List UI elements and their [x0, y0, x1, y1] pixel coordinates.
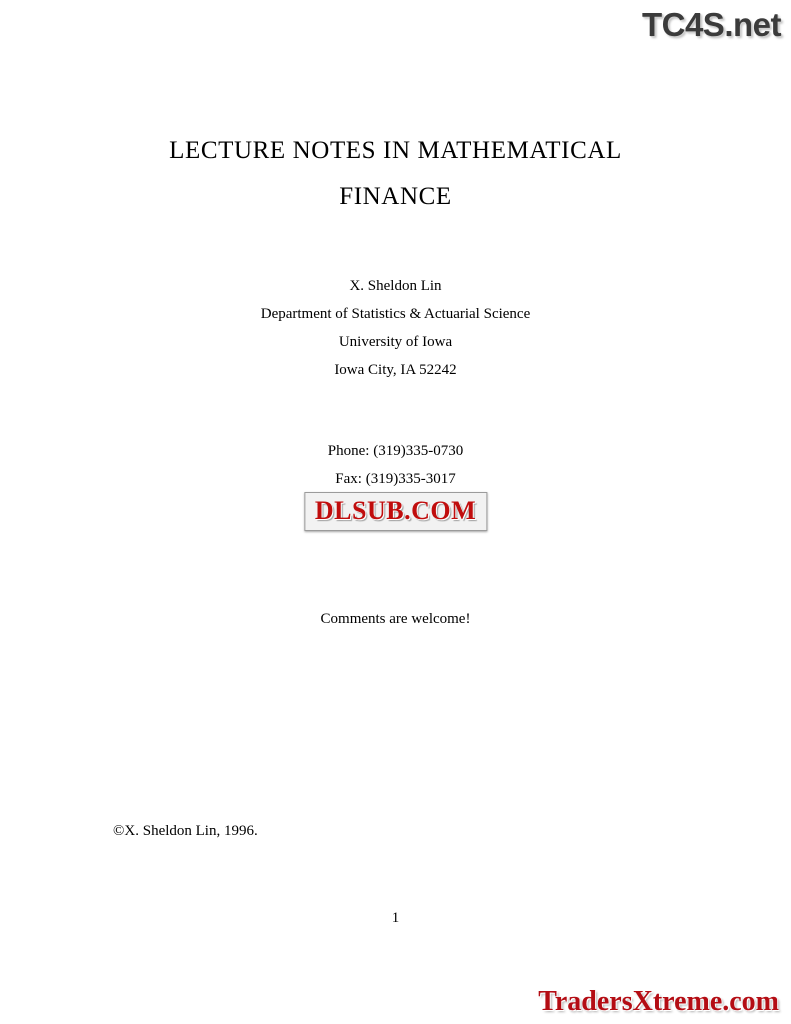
dlsub-stamp-text: DLSUB.COM	[314, 496, 477, 525]
title-line-1: LECTURE NOTES IN MATHEMATICAL	[169, 137, 622, 164]
copyright-notice: ©X. Sheldon Lin, 1996.	[113, 823, 258, 839]
comments-note: Comments are welcome!	[320, 611, 471, 627]
site-watermark-top: TC4S.net	[641, 6, 781, 43]
title-line-2: FINANCE	[339, 183, 452, 210]
author-block	[0, 272, 791, 384]
site-watermark-bottom: TradersXtreme.com	[538, 986, 779, 1017]
author-name: X. Sheldon Lin	[349, 278, 442, 294]
author-department: Department of Statistics & Actuarial Science	[260, 306, 531, 322]
contact-phone: Phone: (319)335-0730	[327, 443, 464, 459]
page-number: 1	[391, 910, 400, 926]
author-institution: University of Iowa	[338, 334, 453, 350]
author-address: Iowa City, IA 52242	[334, 362, 457, 378]
contact-block	[0, 437, 791, 493]
page-title	[0, 128, 791, 220]
contact-fax: Fax: (319)335-3017	[335, 471, 456, 487]
dlsub-stamp	[304, 492, 487, 531]
